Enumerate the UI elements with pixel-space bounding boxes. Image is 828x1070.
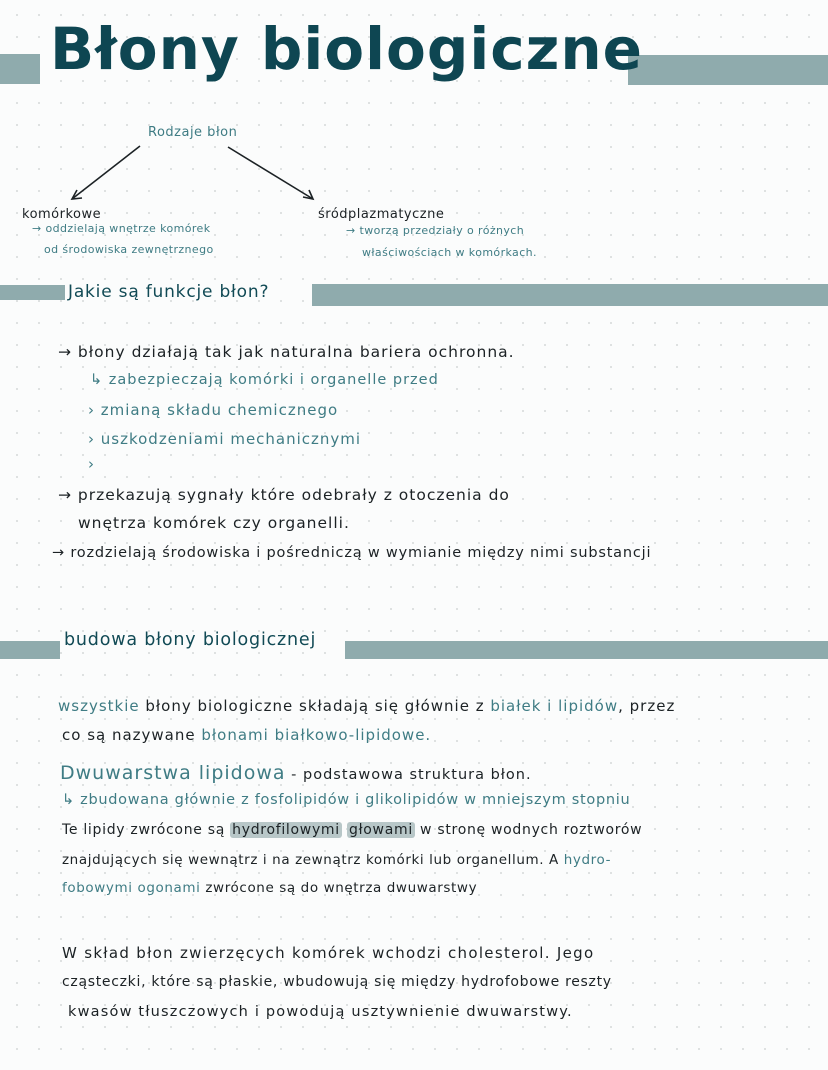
section2-band-right [345,641,828,659]
paragraph-3-line-2: cząsteczki, które są płaskie, wbudowują się między hydrofobowe reszty [62,974,612,990]
p2-dwuwarstwa: Dwuwarstwa lipidowa [60,762,286,784]
paragraph-2-line-5 [62,880,477,896]
diagram-right-label: śródplazmatyczne [318,207,445,222]
function-point-2-line-1: → przekazują sygnały które odebrały z otoczenia do [58,486,510,504]
diagram-left-label: komórkowe [22,207,102,222]
section1-heading: Jakie są funkcje błon? [68,282,270,302]
p1-text-a: błony biologiczne składają się głównie z [139,697,491,715]
diagram-right-desc-2: właściwościach w komórkach. [362,246,537,259]
function-sub-item-1: › zmianą składu chemicznego [88,401,339,419]
diagram-left-desc-1: → oddzielają wnętrze komórek [32,222,211,235]
diagram-left-desc-2: od środowiska zewnętrznego [44,243,214,256]
p2-hydrofilowymi: hydrofilowymi [232,822,340,838]
p2-text-d: znajdujących się wewnątrz i na zewnątrz komórki lub organellum. A [62,852,564,868]
section1-band-right [312,284,828,306]
paragraph-2-line-1 [60,762,532,784]
p1-bialek-lipidow: białek i lipidów [490,697,619,715]
paragraph-3-line-1: W skład błon zwierzęcych komórek wchodzi cholesterol. Jego [62,944,595,962]
section2-heading: budowa błony biologicznej [64,630,317,650]
diagram-root: Rodzaje błon [148,125,238,140]
function-point-1: → błony działają tak jak naturalna bariera ochronna. [58,343,515,361]
p2-hydro: hydro- [563,852,612,868]
function-sub-item-2: › uszkodzeniami mechanicznymi [88,430,362,448]
p2-glowami: głowami [349,822,413,838]
p2-text-c: w stronę wodnych roztworów [414,822,643,838]
function-point-2-line-2: wnętrza komórek czy organelli. [78,514,350,532]
p1-text-b: , przez [618,697,676,715]
section2-band-left [0,641,60,659]
p2-text-e: zwrócone są do wnętrza dwuwarstwy [200,880,478,896]
paragraph-2-line-3 [62,822,642,838]
function-sub-intro: ↳ zabezpieczają komórki i organelle przed [90,372,439,388]
paragraph-1-line-2 [62,726,431,744]
paragraph-1-line-1 [58,697,675,715]
diagram-right-desc-1: → tworzą przedziały o różnych [346,224,525,237]
p1-text-c: co są nazywane [62,726,202,744]
p1-blonami: błonami białkowo-lipidowe. [201,726,432,744]
p2-fobowymi-ogonami: fobowymi ogonami [62,880,201,896]
paragraph-2-line-4 [62,852,611,868]
paragraph-2-line-2: ↳ zbudowana głównie z fosfolipidów i glikolipidów w mniejszym stopniu [62,792,631,808]
function-sub-item-3: › [88,455,94,473]
page-title: Błony biologiczne [50,15,644,83]
section1-band-left [0,285,65,300]
p1-wszystkie: wszystkie [58,697,140,715]
p2-text-b: Te lipidy zwrócone są [62,822,231,838]
p2-text-a: - podstawowa struktura błon. [285,767,532,783]
function-point-3: → rozdzielają środowiska i pośredniczą w wymianie między nimi substancji [52,545,652,561]
paragraph-3-line-3: kwasów tłuszczowych i powodują usztywnienie dwuwarstwy. [68,1004,573,1020]
